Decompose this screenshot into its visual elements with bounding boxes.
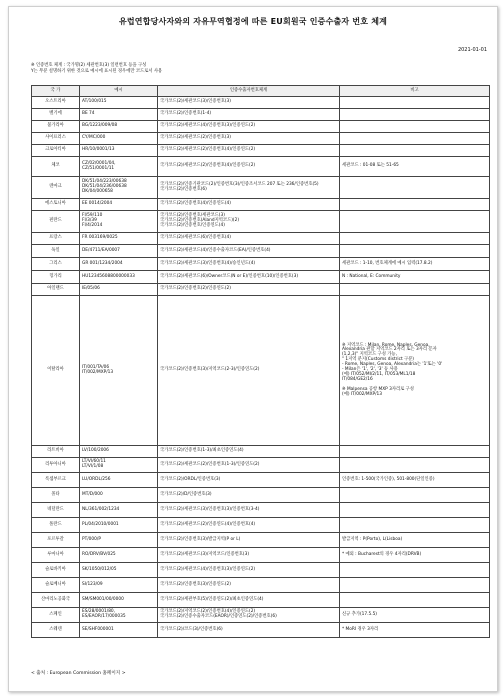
example-cell: SE/SHF000001 xyxy=(80,623,158,638)
country-cell: 크로아티아 xyxy=(32,145,80,157)
table-row xyxy=(32,97,490,109)
scheme-cell: 국가코드(2)/세관코드(2)/인증번호(4)/인증연도(2) xyxy=(158,157,340,177)
table-row xyxy=(32,284,490,296)
country-cell: 오스트리아 xyxy=(32,97,80,109)
table-row xyxy=(32,258,490,271)
country-cell: 아일랜드 xyxy=(32,284,80,296)
country-cell: 라트비아 xyxy=(32,446,80,458)
remark-cell xyxy=(340,177,490,199)
scheme-cell: 국가코드(2)/세관코드(6)/Owner코드(N or E)/인증번호(10)/인증번호(3) xyxy=(158,271,340,284)
country-cell: 핀란드 xyxy=(32,211,80,233)
country-cell: 스웨덴 xyxy=(32,623,80,638)
scheme-cell: 국가코드(2)/인증번호(3)/발급지역(P or L) xyxy=(158,533,340,548)
remark-cell xyxy=(340,593,490,608)
remark-cell xyxy=(340,245,490,258)
table-row xyxy=(32,177,490,199)
country-cell: 그리스 xyxy=(32,258,80,271)
authorization-number-table xyxy=(31,85,490,638)
table-row xyxy=(32,458,490,473)
table-row xyxy=(32,473,490,488)
remark-cell xyxy=(340,446,490,458)
example-cell: IT/001/TA/06 IT/002/MXP/13 xyxy=(80,296,158,446)
scheme-cell: 국가코드(2)/지역코드(2)/인증번호(4)/인증연도(2) 국가코드(2)/인증수출자코드(EAOR)/인증연도(2)/인증번호(6) xyxy=(158,608,340,623)
source-footer: < 출처 : European Commission 홈페이지 > xyxy=(31,671,126,676)
country-cell: 스페인 xyxy=(32,608,80,623)
scheme-cell: 국가코드(2)/세관코드(3)/지역코드/인증번호(3) xyxy=(158,548,340,563)
example-cell: AT/100/015 xyxy=(80,97,158,109)
scheme-cell: 국가코드(2)/세관코드(2)/인증번호(4)/인증연도(2) xyxy=(158,145,340,157)
remark-cell xyxy=(340,284,490,296)
table-row xyxy=(32,211,490,233)
example-cell: LV/100/2006 xyxy=(80,446,158,458)
table-header-row xyxy=(32,86,490,97)
example-cell: CY/MC/000 xyxy=(80,133,158,145)
example-cell: SM/SM001/00/0000 xyxy=(80,593,158,608)
scheme-cell: 국가코드(2)/세관코드(3)/인증번호(3)/인증번호(3-4) xyxy=(158,503,340,518)
example-cell: NL/361/002/1234 xyxy=(80,503,158,518)
country-cell: 불가리아 xyxy=(32,121,80,133)
notes xyxy=(31,63,162,75)
scheme-cell: 국가코드(2)/인증번호(3)/인증연도(2) xyxy=(158,578,340,593)
scheme-cell: 국가코드(2)/세관코드(4)/인증번호(3)/인증연도(2) xyxy=(158,563,340,578)
table-row xyxy=(32,121,490,133)
remark-cell: 인증번호: 1-500(국가인증), 501-800(단일인증) xyxy=(340,473,490,488)
remark-cell xyxy=(340,458,490,473)
header-example: 예시 xyxy=(80,86,158,97)
country-cell: 룩셈부르크 xyxy=(32,473,80,488)
remark-cell xyxy=(340,97,490,109)
table-row xyxy=(32,157,490,177)
remark-cell: ※ 지역코드 : Milan, Rome, Naples, Genoa, Alexandria 관할 지역코드 2자리 또는 3자리 문자 (1,2,3)" 지역코드 구성 가능, " 1지역 분지(Customs district 구분) - Rome, Naples, Genoa, Alexandria는 '1'또는 '0' - Milan은 '1', '2', '3' 등 사용 (예) IT/052/MI/2/11, IT/053/ML1/18 IT/084/GE2/16 ※ Malpensa 공항 MXP 3자리로 구성 (예) IT/002/MXP/13 xyxy=(340,296,490,446)
example-cell: GR 001/1234/2004 xyxy=(80,258,158,271)
scheme-cell: 국가코드(2)/세관코드(2)/인증연도(4)/인증번호(4) xyxy=(158,518,340,533)
remark-cell xyxy=(340,578,490,593)
remark-cell xyxy=(340,121,490,133)
example-cell: MT/D/000 xyxy=(80,488,158,503)
document-page xyxy=(8,6,498,692)
country-cell: 사이프러스 xyxy=(32,133,80,145)
scheme-cell: 국가코드(2)/인증기관코드(2)/인증번호(3)/인증조서코드 207 또는 236/인증번호(5) 국가코드(2)/인증번호(6) xyxy=(158,177,340,199)
remark-cell xyxy=(340,199,490,211)
example-cell: LT/VI/60/11 LT/VI/1/08 xyxy=(80,458,158,473)
table-row xyxy=(32,578,490,593)
scheme-cell: 국가코드(2)/인증번호(4)/인증연도(4) xyxy=(158,199,340,211)
country-cell: 벨기에 xyxy=(32,109,80,121)
example-cell: EE 0014/2004 xyxy=(80,199,158,211)
example-cell: BE 74 xyxy=(80,109,158,121)
country-cell: 헝가리 xyxy=(32,271,80,284)
table-row xyxy=(32,271,490,284)
remark-cell: 세관코드 : 01-08 또는 51-65 xyxy=(340,157,490,177)
country-cell: 슬로베니아 xyxy=(32,578,80,593)
scheme-cell: 국가코드(2)/인증번호(3)/지역코드(2-3)/인증연도(2) xyxy=(158,296,340,446)
table-row xyxy=(32,548,490,563)
country-cell: 루마니아 xyxy=(32,548,80,563)
scheme-cell: 국가코드(2)/ORDL/인증번호(3) xyxy=(158,473,340,488)
header-country: 국 가 xyxy=(32,86,80,97)
note-line-1: ※ 인증번호 체계 : 국가명(2) 세관번호(3) 일련번호 등을 구성 xyxy=(31,63,147,68)
remark-cell xyxy=(340,233,490,245)
country-cell: 폴란드 xyxy=(32,518,80,533)
remark-cell: * 예외 : Bucharest의 경우 4자리(DRVB) xyxy=(340,548,490,563)
scheme-cell: 국가코드(2)/인증번호(1-4) xyxy=(158,109,340,121)
scheme-cell: 국가코드(2)/세관코드(6)/인증번호(4) xyxy=(158,233,340,245)
example-cell: HR/10/0001/13 xyxy=(80,145,158,157)
scheme-cell: 국가코드(2)/인증번호(1-3)/최초인증연도(4) xyxy=(158,446,340,458)
scheme-cell: 국가코드(2)/세관코드(4)/인증번호(3)/인증연도(2) xyxy=(158,121,340,133)
scheme-cell: 국가코드(2)/코드(3)/인증번호(6) xyxy=(158,623,340,638)
example-cell: HU12345608800000033 xyxy=(80,271,158,284)
header-scheme: 인증수출자번호체계 xyxy=(158,86,340,97)
remark-cell: 신규 추가(17.5.5) xyxy=(340,608,490,623)
table-row xyxy=(32,533,490,548)
country-cell: 슬로바키아 xyxy=(32,563,80,578)
remark-cell: 발급지역 : P(Porto), L(Lisboa) xyxy=(340,533,490,548)
remark-cell xyxy=(340,211,490,233)
remark-cell xyxy=(340,488,490,503)
country-cell: 이탈리아 xyxy=(32,296,80,446)
example-cell: CZ/02/0001/04, CZ/51/0001/11 xyxy=(80,157,158,177)
remark-cell: * MoRI 경우 3자리 xyxy=(340,623,490,638)
scheme-cell: 국가코드(2)/인증번호/세관코드(3) 국가코드(2)/인증번호(Aland지역코드)(2) 국가코드(2)/인증번호/인증연도(4) xyxy=(158,211,340,233)
country-cell: 리투아니아 xyxy=(32,458,80,473)
example-cell: DK/51/04/223/00638 DK/51/04/236/00638 DK/04/000658 xyxy=(80,177,158,199)
example-cell: BG/1223/009/08 xyxy=(80,121,158,133)
table-row xyxy=(32,593,490,608)
example-cell: PT/000/P xyxy=(80,533,158,548)
table-row xyxy=(32,233,490,245)
remark-cell xyxy=(340,109,490,121)
scheme-cell: 국가코드(2)/인증번호(2)/인증연도(2) xyxy=(158,284,340,296)
country-cell: 프랑스 xyxy=(32,233,80,245)
country-cell: 네덜란드 xyxy=(32,503,80,518)
remark-cell xyxy=(340,133,490,145)
country-cell: 에스토니아 xyxy=(32,199,80,211)
table-row xyxy=(32,518,490,533)
scheme-cell: 국가코드(2)/세관코드(2)/인증번호(1-3)/인증연도(2) xyxy=(158,458,340,473)
scheme-cell: 국가코드(2)/세관부호(5)/인증연도(2)/최초인증연도(4) xyxy=(158,593,340,608)
example-cell: LU/ORDL/256 xyxy=(80,473,158,488)
remark-cell xyxy=(340,518,490,533)
scheme-cell: 국가코드(2)/세관코드(3)/인증번호(3) xyxy=(158,97,340,109)
table-body xyxy=(32,97,490,638)
example-cell: ES/28/0001/80, ES/EAOR/17/000035 xyxy=(80,608,158,623)
example-cell: PL/04/2010/0001 xyxy=(80,518,158,533)
remark-cell xyxy=(340,145,490,157)
country-cell: 체코 xyxy=(32,157,80,177)
table-row xyxy=(32,145,490,157)
scheme-cell: 국가코드(2)/D/인증번호(3) xyxy=(158,488,340,503)
remark-cell xyxy=(340,563,490,578)
table-row xyxy=(32,623,490,638)
table-row xyxy=(32,563,490,578)
scheme-cell: 국가코드(2)/세관코드(3)/인증번호(4)/승인년도(4) xyxy=(158,258,340,271)
example-cell: DE/4711/EA/0007 xyxy=(80,245,158,258)
example-cell: FR 003169/0025 xyxy=(80,233,158,245)
example-cell: SK/1050/012/05 xyxy=(80,563,158,578)
note-line-2: Y는 무분 설명하기 위한 것으로 예시에 표시된 경우에만 코드로서 사용 xyxy=(31,69,163,74)
header-remark: 비고 xyxy=(340,86,490,97)
remark-cell: N : National, E: Community xyxy=(340,271,490,284)
table-row xyxy=(32,133,490,145)
table-row xyxy=(32,296,490,446)
table-row xyxy=(32,199,490,211)
table-row xyxy=(32,446,490,458)
remark-cell xyxy=(340,503,490,518)
table-row xyxy=(32,109,490,121)
document-date: 2021-01-01 xyxy=(457,47,487,53)
example-cell: SI/123/09 xyxy=(80,578,158,593)
table-row xyxy=(32,245,490,258)
country-cell: 산마리노공화국 xyxy=(32,593,80,608)
country-cell: 포르투갈 xyxy=(32,533,80,548)
table-row xyxy=(32,503,490,518)
country-cell: 몰타 xyxy=(32,488,80,503)
example-cell: FI/59/110 FI/3/39 FI/4/2014 xyxy=(80,211,158,233)
country-cell: 독일 xyxy=(32,245,80,258)
scheme-cell: 국가코드(2)/세관코드(4)/인증수출자코드(EA)/인증번호(4) xyxy=(158,245,340,258)
table-row xyxy=(32,608,490,623)
example-cell: RO/DRV/BV/025 xyxy=(80,548,158,563)
table-row xyxy=(32,488,490,503)
remark-cell: 세관코드 : 1-10, 번호체계에 예시 입력(17.8.2) xyxy=(340,258,490,271)
example-cell: IE/05/06 xyxy=(80,284,158,296)
page-title: 유럽연합당사자와의 자유무역협정에 따른 EU회원국 인증수출자 번호 체계 xyxy=(118,17,388,26)
scheme-cell: 국가코드(2)/세관코드(2)/인증번호(3) xyxy=(158,133,340,145)
country-cell: 덴마크 xyxy=(32,177,80,199)
